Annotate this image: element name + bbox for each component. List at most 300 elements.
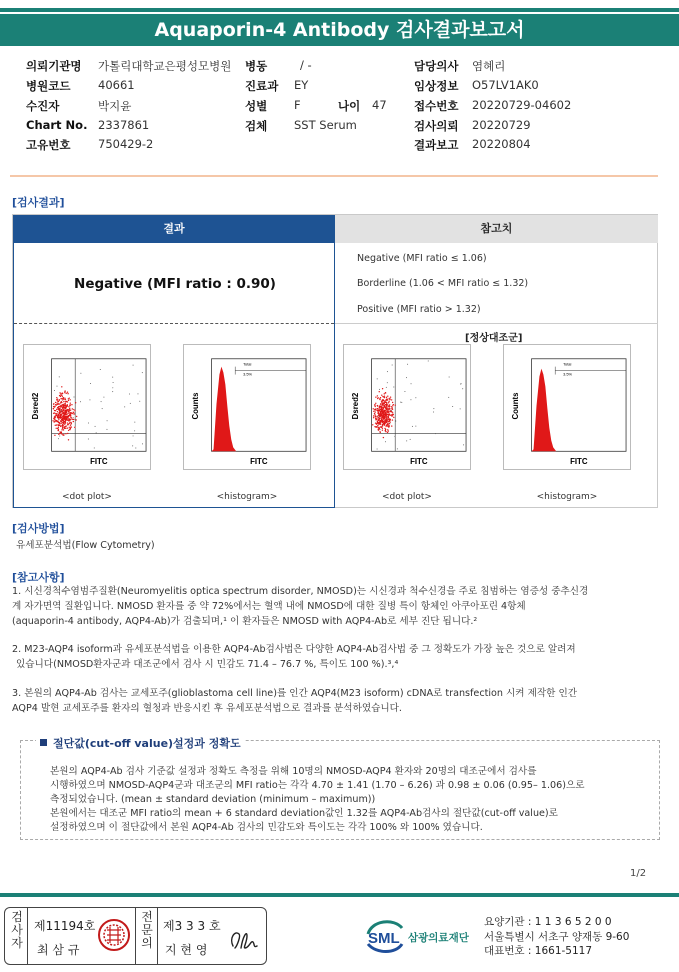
dot-plot-point bbox=[61, 402, 62, 403]
dot-plot-point bbox=[58, 422, 59, 423]
dot-plot-point bbox=[65, 433, 66, 434]
dot-plot-point bbox=[390, 408, 391, 409]
dot-plot-point bbox=[61, 431, 62, 432]
dot-plot-point bbox=[59, 376, 60, 377]
dot-plot-point bbox=[373, 415, 374, 416]
dot-plot-point bbox=[380, 403, 381, 404]
reference-header: 참고치 bbox=[335, 215, 658, 243]
dot-plot-point bbox=[381, 414, 382, 415]
signature-divider bbox=[27, 908, 28, 964]
dot-plot-point bbox=[56, 386, 57, 387]
dot-plot-point bbox=[142, 443, 143, 444]
dot-plot-point bbox=[392, 409, 393, 410]
dot-plot-point bbox=[74, 410, 75, 411]
logo-text: SML bbox=[368, 930, 400, 947]
dot-plot-point bbox=[406, 377, 407, 378]
section-divider bbox=[10, 175, 658, 177]
dot-plot-point bbox=[397, 448, 398, 449]
dot-plot-point bbox=[63, 408, 64, 409]
dot-plot-point bbox=[391, 406, 392, 407]
dot-plot-point bbox=[75, 419, 76, 420]
dot-plot-point bbox=[59, 431, 60, 432]
dot-plot-point bbox=[379, 422, 380, 423]
dot-plot-point bbox=[386, 414, 387, 415]
dot-plot-point bbox=[68, 406, 69, 407]
dot-plot-point bbox=[63, 419, 64, 420]
control-dot-plot-svg bbox=[344, 345, 470, 469]
dot-plot-point bbox=[382, 399, 383, 400]
dot-plot-point bbox=[387, 395, 388, 396]
dot-plot-point bbox=[389, 404, 390, 405]
dot-plot-point bbox=[62, 393, 63, 394]
cutoff-line-3: 측정되었습니다. (mean ± standard deviation (minimum – maximum)) bbox=[50, 794, 376, 805]
examiner-license: 제11194호 bbox=[34, 919, 96, 933]
dot-plot-point bbox=[452, 406, 453, 407]
dot-plot-point bbox=[53, 404, 54, 405]
dot-plot-point bbox=[377, 425, 378, 426]
clinical-value: O57LV1AK0 bbox=[472, 78, 539, 92]
dot-plot-y-label: Dsred2 bbox=[350, 392, 360, 420]
dot-plot-point bbox=[63, 399, 64, 400]
dot-plot-point bbox=[132, 445, 133, 446]
histogram-y-label: Counts bbox=[190, 392, 200, 420]
dot-plot-point bbox=[65, 406, 66, 407]
dot-plot-point bbox=[72, 408, 73, 409]
accession-value: 20220729-04602 bbox=[472, 98, 572, 112]
dot-plot-point bbox=[389, 418, 390, 419]
dot-plot-point bbox=[68, 430, 69, 431]
dot-plot-point bbox=[374, 413, 375, 414]
dot-plot-point bbox=[57, 411, 58, 412]
dot-plot-point bbox=[58, 416, 59, 417]
dot-plot-point bbox=[65, 409, 66, 410]
dot-plot-point bbox=[460, 384, 461, 385]
cutoff-text bbox=[50, 765, 650, 835]
dot-plot-point bbox=[64, 424, 65, 425]
dot-plot-point bbox=[384, 411, 385, 412]
dot-plot-point bbox=[54, 421, 55, 422]
dot-plot-point bbox=[74, 396, 75, 397]
dot-plot-point bbox=[400, 402, 401, 403]
patient-histogram-svg bbox=[184, 345, 310, 469]
dot-plot-point bbox=[67, 422, 68, 423]
dot-plot-point bbox=[67, 404, 68, 405]
dot-plot-point bbox=[66, 425, 67, 426]
dot-plot-point bbox=[377, 427, 378, 428]
dot-plot-point bbox=[58, 429, 59, 430]
control-histogram-svg bbox=[504, 345, 630, 469]
dot-plot-y-label: Dsred2 bbox=[30, 392, 40, 420]
reference-negative: Negative (MFI ratio ≤ 1.06) bbox=[357, 253, 487, 264]
dot-plot-point bbox=[56, 428, 57, 429]
dot-plot-point bbox=[100, 369, 101, 370]
dot-plot-point bbox=[387, 412, 388, 413]
histogram-gate-pct: 3.5% bbox=[563, 371, 573, 377]
dot-plot-point bbox=[57, 424, 58, 425]
dot-plot-point bbox=[375, 408, 376, 409]
dot-plot-point bbox=[387, 429, 388, 430]
patient-histogram bbox=[183, 344, 311, 470]
dot-plot-point bbox=[80, 401, 81, 402]
dot-plot-point bbox=[435, 433, 436, 434]
reference-borderline: Borderline (1.06 < MFI ratio ≤ 1.32) bbox=[357, 278, 529, 289]
dot-plot-point bbox=[380, 397, 381, 398]
footer-rule bbox=[0, 893, 679, 897]
dot-plot-point bbox=[386, 387, 387, 388]
dot-plot-point bbox=[375, 418, 376, 419]
dot-plot-point bbox=[385, 430, 386, 431]
dot-plot-point bbox=[386, 425, 387, 426]
dot-plot-point bbox=[58, 409, 59, 410]
dot-plot-point bbox=[58, 407, 59, 408]
specialist-signature-icon bbox=[227, 926, 263, 954]
dot-plot-point bbox=[53, 418, 54, 419]
dot-plot-point bbox=[390, 411, 391, 412]
dot-plot-point bbox=[80, 373, 81, 374]
dot-plot-point bbox=[382, 388, 383, 389]
dot-plot-point bbox=[58, 419, 59, 420]
dot-plot-point bbox=[70, 426, 71, 427]
dot-plot-point bbox=[56, 420, 57, 421]
dot-plot-point bbox=[64, 414, 65, 415]
dot-plot-cluster bbox=[372, 360, 464, 449]
dot-plot-point bbox=[378, 414, 379, 415]
dot-plot-point bbox=[377, 405, 378, 406]
dot-plot-point bbox=[67, 417, 68, 418]
dot-plot-point bbox=[59, 414, 60, 415]
dot-plot-point bbox=[64, 391, 65, 392]
dot-plot-point bbox=[67, 392, 68, 393]
recipient-label: 수진자 bbox=[26, 99, 60, 113]
dot-plot-point bbox=[65, 411, 66, 412]
dot-plot-point bbox=[388, 430, 389, 431]
dot-plot-point bbox=[373, 417, 374, 418]
dot-plot-point bbox=[58, 415, 59, 416]
histogram-y-label: Counts bbox=[510, 392, 520, 420]
accession-label: 접수번호 bbox=[414, 99, 459, 113]
dot-plot-x-label: FITC bbox=[90, 457, 108, 467]
dot-plot-point bbox=[384, 424, 385, 425]
dot-plot-point bbox=[380, 406, 381, 407]
patient-histogram-caption: <histogram> bbox=[216, 492, 278, 502]
dot-plot-point bbox=[59, 392, 60, 393]
dot-plot-point bbox=[64, 418, 65, 419]
dot-plot-point bbox=[60, 402, 61, 403]
dot-plot-point bbox=[130, 403, 131, 404]
dot-plot-point bbox=[378, 423, 379, 424]
cutoff-line-5: 설정하였으며 이 절단값에서 본원 AQP4-Ab 검사의 민감도와 특이도는 각각 100% 와 100% 였습니다. bbox=[50, 822, 483, 833]
dot-plot-point bbox=[134, 430, 135, 431]
dot-plot-point bbox=[69, 397, 70, 398]
dot-plot-point bbox=[62, 418, 63, 419]
note-1-line-1: 1. 시신경척수염범주질환(Neuromyelitis optica spectrum disorder, NMOSD)는 시신경과 척수신경을 주로 침범하는 염증성 중추신경 bbox=[12, 586, 589, 597]
dot-plot-point bbox=[58, 434, 59, 435]
histogram-peak bbox=[532, 369, 557, 452]
dot-plot-point bbox=[142, 372, 143, 373]
square-bullet-icon bbox=[40, 739, 47, 746]
dot-plot-point bbox=[386, 405, 387, 406]
examiner-label bbox=[7, 908, 27, 964]
sex-value: F bbox=[294, 98, 301, 112]
dot-plot-point bbox=[383, 402, 384, 403]
histogram-peak bbox=[212, 367, 237, 452]
doctor-label: 담당의사 bbox=[414, 59, 459, 73]
dot-plot-point bbox=[412, 426, 413, 427]
dot-plot-point bbox=[58, 438, 59, 439]
histogram-x-label: FITC bbox=[250, 457, 268, 467]
dot-plot-point bbox=[67, 419, 68, 420]
dot-plot-point bbox=[113, 382, 114, 383]
dot-plot-point bbox=[404, 391, 405, 392]
dot-plot-point bbox=[70, 422, 71, 423]
dot-plot-point bbox=[391, 410, 392, 411]
dot-plot-point bbox=[102, 408, 103, 409]
page-number: 1/2 bbox=[630, 868, 647, 879]
report-date-value: 20220804 bbox=[472, 137, 531, 151]
dot-plot-point bbox=[383, 407, 384, 408]
dot-plot-point bbox=[55, 425, 56, 426]
dot-plot-point bbox=[381, 417, 382, 418]
dot-plot-point bbox=[112, 391, 113, 392]
dot-plot-point bbox=[387, 399, 388, 400]
dot-plot-point bbox=[63, 425, 64, 426]
dot-plot-point bbox=[382, 420, 383, 421]
dot-plot-point bbox=[62, 424, 63, 425]
dot-plot-point bbox=[381, 395, 382, 396]
dot-plot-point bbox=[380, 413, 381, 414]
result-value: Negative (MFI ratio : 0.90) bbox=[74, 276, 276, 292]
dot-plot-point bbox=[394, 436, 395, 437]
dot-plot-point bbox=[449, 376, 450, 377]
dot-plot-point bbox=[58, 401, 59, 402]
dot-plot-point bbox=[392, 407, 393, 408]
dot-plot-point bbox=[90, 383, 91, 384]
result-header: 결과 bbox=[13, 215, 335, 243]
dot-plot-point bbox=[55, 416, 56, 417]
dot-plot-point bbox=[65, 408, 66, 409]
dot-plot-point bbox=[382, 425, 383, 426]
dot-plot-point bbox=[388, 401, 389, 402]
dot-plot-point bbox=[387, 432, 388, 433]
patient-dot-plot-svg bbox=[24, 345, 150, 469]
dot-plot-point bbox=[392, 412, 393, 413]
dot-plot-point bbox=[383, 400, 384, 401]
doctor-value: 염혜리 bbox=[472, 59, 506, 73]
request-date-value: 20220729 bbox=[472, 118, 531, 132]
dot-plot-point bbox=[433, 408, 434, 409]
dot-plot-point bbox=[384, 416, 385, 417]
dot-plot-point bbox=[55, 402, 56, 403]
dot-plot-point bbox=[68, 439, 69, 440]
cutoff-title bbox=[36, 735, 245, 751]
dot-plot-point bbox=[112, 377, 113, 378]
dot-plot-cluster bbox=[52, 365, 143, 449]
age-value: 47 bbox=[372, 98, 387, 112]
dot-plot-point bbox=[54, 435, 55, 436]
dot-plot-point bbox=[391, 415, 392, 416]
dot-plot-point bbox=[60, 405, 61, 406]
dot-plot-point bbox=[392, 402, 393, 403]
dot-plot-point bbox=[56, 397, 57, 398]
dot-plot-point bbox=[62, 413, 63, 414]
dot-plot-point bbox=[56, 399, 57, 400]
dot-plot-point bbox=[387, 423, 388, 424]
dot-plot-point bbox=[60, 398, 61, 399]
dot-plot-point bbox=[56, 414, 57, 415]
dot-plot-point bbox=[73, 417, 74, 418]
dot-plot-point bbox=[70, 402, 71, 403]
dot-plot-point bbox=[382, 403, 383, 404]
dot-plot-point bbox=[58, 406, 59, 407]
dot-plot-point bbox=[463, 444, 464, 445]
dot-plot-point bbox=[376, 423, 377, 424]
dot-plot-point bbox=[58, 403, 59, 404]
dot-plot-point bbox=[69, 405, 70, 406]
dot-plot-point bbox=[52, 420, 53, 421]
dot-plot-point bbox=[388, 426, 389, 427]
dot-plot-point bbox=[112, 387, 113, 388]
specialist-license: 제3 3 3 호 bbox=[163, 919, 221, 933]
dot-plot-point bbox=[56, 409, 57, 410]
histogram-gate-pct: 3.5% bbox=[243, 371, 253, 377]
cutoff-line-1: 본원의 AQP4-Ab 검사 기준값 설정과 정확도 측정을 위해 10명의 NMOSD-AQP4 환자와 20명의 대조군에서 검사를 bbox=[50, 766, 537, 777]
dot-plot-point bbox=[67, 409, 68, 410]
dot-plot-point bbox=[415, 426, 416, 427]
dot-plot-point bbox=[65, 399, 66, 400]
dot-plot-point bbox=[388, 416, 389, 417]
note-3-line-1: 3. 본원의 AQP4-Ab 검사는 교세포주(glioblastoma cell line)를 인간 AQP4(M23 isoform) cDNA로 transfection 시켜 제작한 인간 bbox=[12, 688, 577, 699]
specialist-label-text: 전문의 bbox=[141, 910, 153, 950]
dot-plot-point bbox=[74, 427, 75, 428]
dot-plot-point bbox=[387, 420, 388, 421]
dot-plot-point bbox=[387, 371, 388, 372]
normal-control-label: [정상대조군] bbox=[465, 333, 523, 344]
dot-plot-point bbox=[69, 423, 70, 424]
dot-plot-point bbox=[387, 425, 388, 426]
dot-plot-point bbox=[54, 390, 55, 391]
dot-plot-point bbox=[68, 400, 69, 401]
control-dot-plot-caption: <dot plot> bbox=[382, 492, 432, 502]
dot-plot-point bbox=[393, 404, 394, 405]
dot-plot-point bbox=[379, 389, 380, 390]
dot-plot-point bbox=[63, 423, 64, 424]
dot-plot-point bbox=[124, 406, 125, 407]
dot-plot-point bbox=[61, 411, 62, 412]
dot-plot-point bbox=[68, 415, 69, 416]
dot-plot-point bbox=[384, 395, 385, 396]
dot-plot-point bbox=[379, 405, 380, 406]
dot-plot-point bbox=[58, 427, 59, 428]
method-text: 유세포분석법(Flow Cytometry) bbox=[16, 540, 155, 551]
dot-plot-point bbox=[73, 412, 74, 413]
dot-plot-point bbox=[66, 393, 67, 394]
sex-label: 성별 bbox=[245, 99, 268, 113]
dot-plot-point bbox=[384, 414, 385, 415]
control-histogram-caption: <histogram> bbox=[536, 492, 598, 502]
cutoff-title-text: 절단값(cut-off value)설정과 정확도 bbox=[53, 737, 241, 750]
note-3-line-2: AQP4 발현 교세포주를 환자의 혈청과 반응시킨 후 유세포분석법으로 결과를 분석하였습니다. bbox=[12, 703, 402, 714]
dot-plot-point bbox=[73, 421, 74, 422]
dot-plot-point bbox=[95, 426, 96, 427]
dot-plot-point bbox=[375, 427, 376, 428]
examiner-seal-icon bbox=[97, 918, 131, 952]
dot-plot-point bbox=[54, 412, 55, 413]
dot-plot-point bbox=[373, 408, 374, 409]
dot-plot-point bbox=[70, 410, 71, 411]
dot-plot-point bbox=[69, 421, 70, 422]
dot-plot-point bbox=[67, 406, 68, 407]
dot-plot-point bbox=[60, 425, 61, 426]
dot-plot-point bbox=[59, 425, 60, 426]
dot-plot-point bbox=[57, 416, 58, 417]
dot-plot-point bbox=[383, 405, 384, 406]
dot-plot-point bbox=[375, 416, 376, 417]
dot-plot-point bbox=[384, 421, 385, 422]
dot-plot-point bbox=[64, 422, 65, 423]
dot-plot-point bbox=[379, 431, 380, 432]
dot-plot-point bbox=[381, 420, 382, 421]
chart-value: 2337861 bbox=[98, 118, 150, 132]
dot-plot-point bbox=[374, 414, 375, 415]
dot-plot-point bbox=[387, 404, 388, 405]
dot-plot-point bbox=[411, 383, 412, 384]
logo-org-name: 삼광의료재단 bbox=[408, 932, 469, 944]
dot-plot-point bbox=[129, 394, 130, 395]
dot-plot-point bbox=[386, 399, 387, 400]
specialist-name: 지 현 영 bbox=[165, 943, 208, 957]
dot-plot-point bbox=[392, 405, 393, 406]
dot-plot-point bbox=[61, 394, 62, 395]
sml-logo bbox=[366, 914, 478, 962]
dot-plot-point bbox=[390, 396, 391, 397]
dot-plot-point bbox=[61, 386, 62, 387]
dot-plot-point bbox=[407, 364, 408, 365]
dot-plot-point bbox=[63, 429, 64, 430]
dot-plot-point bbox=[382, 429, 383, 430]
dot-plot-point bbox=[63, 410, 64, 411]
dot-plot-point bbox=[376, 417, 377, 418]
department-value: EY bbox=[294, 78, 309, 92]
dot-plot-point bbox=[59, 423, 60, 424]
dot-plot-point bbox=[433, 412, 434, 413]
dot-plot-point bbox=[428, 360, 429, 361]
dot-plot-point bbox=[383, 437, 384, 438]
org-info bbox=[484, 915, 629, 959]
dot-plot-point bbox=[71, 418, 72, 419]
dot-plot-point bbox=[385, 407, 386, 408]
note-1-line-3: (aquaporin-4 antibody, AQP4-Ab)가 검출되며,¹ 이 환자들은 NMOSD with AQP4-Ab로 세부 진단 됩니다.² bbox=[12, 616, 478, 627]
dot-plot-point bbox=[60, 417, 61, 418]
dot-plot-point bbox=[462, 388, 463, 389]
dot-plot-point bbox=[460, 408, 461, 409]
dot-plot-point bbox=[387, 382, 388, 383]
dot-plot-point bbox=[56, 404, 57, 405]
dot-plot-point bbox=[415, 397, 416, 398]
reference-positive: Positive (MFI ratio > 1.32) bbox=[357, 304, 481, 315]
dot-plot-point bbox=[375, 422, 376, 423]
dot-plot-point bbox=[395, 404, 396, 405]
dot-plot-point bbox=[62, 396, 63, 397]
dot-plot-point bbox=[386, 397, 387, 398]
dot-plot-point bbox=[377, 428, 378, 429]
dot-plot-point bbox=[101, 401, 102, 402]
dot-plot-point bbox=[59, 399, 60, 400]
dot-plot-point bbox=[401, 402, 402, 403]
dot-plot-point bbox=[133, 435, 134, 436]
dot-plot-point bbox=[65, 416, 66, 417]
dot-plot-point bbox=[57, 420, 58, 421]
control-dot-plot bbox=[343, 344, 471, 470]
